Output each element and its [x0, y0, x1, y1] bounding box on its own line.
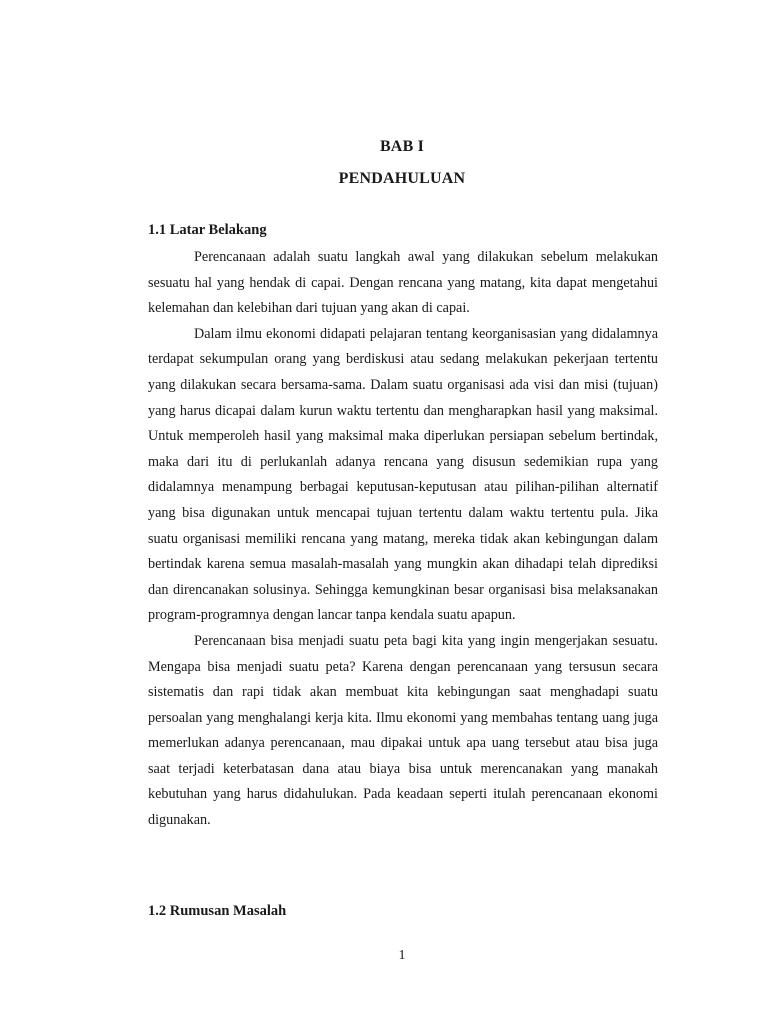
paragraph-1: Perencanaan adalah suatu langkah awal yang dilakukan sebelum melakukan sesuatu hal yang hendak di capai. Dengan rencana yang matang, kita dapat mengetahui kelemahan dan kelebihan dari tujuan yang akan di capai.	[148, 249, 658, 317]
chapter-number: BAB I	[379, 138, 425, 155]
chapter-title: PENDAHULUAN	[338, 170, 466, 187]
paragraph-2: Dalam ilmu ekonomi didapati pelajaran tentang keorganisasian yang didalamnya terdapat sekumpulan orang yang berdiskusi atau sedang melakukan pekerjaan tertentu yang dilakukan secara bersama-sama. Dalam suatu organisasi ada visi dan misi (tujuan) yang harus dicapai dalam kurun waktu tertentu dan mengharapkan hasil yang maksimal. Untuk memperoleh hasil yang maksimal maka diperlukan persiapan sebelum bertindak, maka dari itu di perlukanlah adanya rencana yang disusun sedemikian rupa yang didalamnya menampung berbagai keputusan-keputusan atau pilihan-pilihan alternatif yang bisa digunakan untuk mencapai tujuan tertentu dalam waktu tertentu pula. Jika suatu organisasi memiliki rencana yang matang, mereka tidak akan kebingungan dalam bertindak karena semua masalah-masalah yang mungkin akan dihadapi telah diprediksi dan direncanakan solusinya. Sehingga kemungkinan besar organisasi bisa melaksanakan program-programnya dengan lancar tanpa kendala suatu apapun.	[148, 325, 658, 624]
section-heading-latar-belakang: 1.1 Latar Belakang	[148, 222, 267, 238]
page-number: 1	[398, 948, 406, 963]
section-heading-rumusan-masalah: 1.2 Rumusan Masalah	[148, 903, 287, 919]
paragraph-3: Perencanaan bisa menjadi suatu peta bagi kita yang ingin mengerjakan sesuatu. Mengapa bisa menjadi suatu peta? Karena dengan perencanaan yang tersusun secara sistematis dan rapi tidak akan membuat kita kebingungan saat menghadapi suatu persoalan yang menghalangi kerja kita. Ilmu ekonomi yang membahas tentang uang juga memerlukan adanya perencanaan, mau dipakai untuk apa uang tersebut atau bisa juga saat terjadi keterbatasan dana atau biaya bisa untuk merencanakan yang manakah kebutuhan yang harus didahulukan. Pada keadaan seperti itulah perencanaan ekonomi digunakan.	[148, 632, 658, 829]
section-body-latar-belakang	[148, 245, 658, 834]
